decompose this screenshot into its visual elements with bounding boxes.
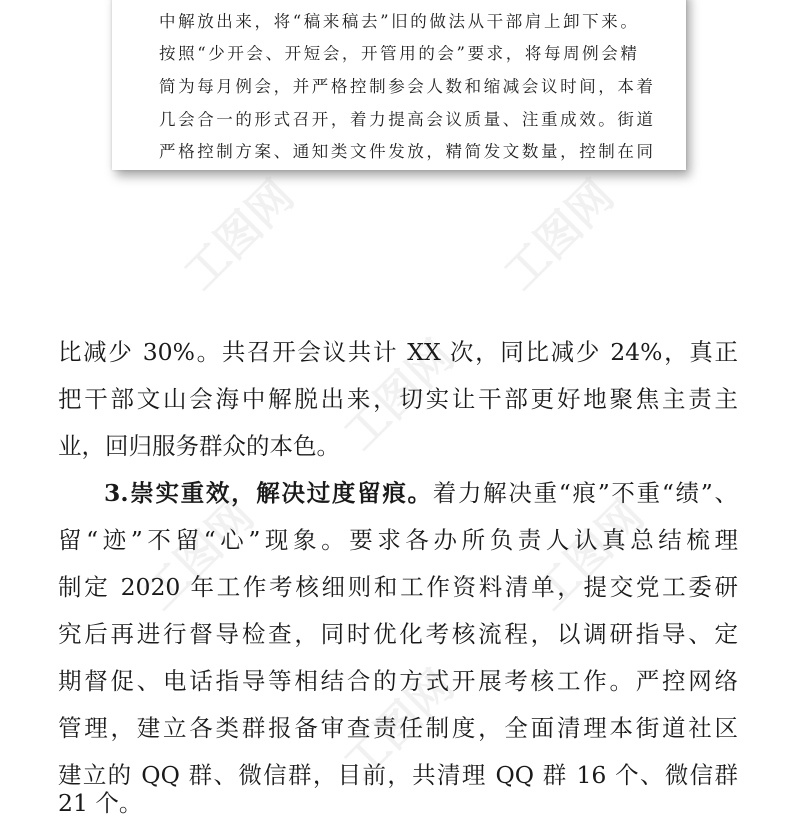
body-text: 着力解决重“痕”不重“绩”、 [432,479,738,507]
watermark: 工图网 [174,170,304,300]
card-line-5: 严格控制方案、通知类文件发放，精简发文数量，控制在同 [159,142,656,161]
card-line-2: 按照“少开会、开短会，开管用的会”要求，将每周例会精 [159,44,640,63]
section-heading: 3.崇实重效，解决过度留痕。 [104,479,433,507]
card-line-4: 几会合一的形式召开，着力提高会议质量、注重成效。街道 [159,110,656,129]
watermark: 工图网 [494,170,624,300]
body-line [58,780,738,817]
body-line: 建立的 QQ 群、微信群，目前，共清理 QQ 群 16 个、微信群 [58,761,738,789]
body-line: 制定 2020 年工作考核细则和工作资料清单，提交党工委研 [58,573,738,601]
watermark: 工图网 [334,330,464,460]
section-heading-line [104,474,738,508]
card-line-1: 中解放出来，将“稿来稿去”旧的做法从干部肩上卸下来。 [159,12,640,31]
body-line: 留“迹”不留“心”现象。要求各办所负责人认真总结梳理 [58,526,738,554]
body-line: 管理，建立各类群报备审查责任制度，全面清理本街道社区 [58,714,738,742]
card-line-3: 简为每月例会，并严格控制参会人数和缩减会议时间，本着 [159,77,656,96]
watermark: 工图网 [524,490,654,620]
quote-card [112,0,686,170]
watermark: 工图网 [334,660,464,790]
body-text: 21 个。 [58,789,143,817]
body-line: 期督促、电话指导等相结合的方式开展考核工作。严控网络 [58,667,738,695]
body-line: 业，回归服务群众的本色。 [58,432,340,460]
body-line: 比减少 30%。共召开会议共计 XX 次，同比减少 24%，真正 [58,338,738,366]
watermark: 工图网 [134,490,264,620]
body-line: 把干部文山会海中解脱出来，切实让干部更好地聚焦主责主 [58,385,738,413]
body-line: 究后再进行督导检查，同时优化考核流程，以调研指导、定 [58,620,738,648]
